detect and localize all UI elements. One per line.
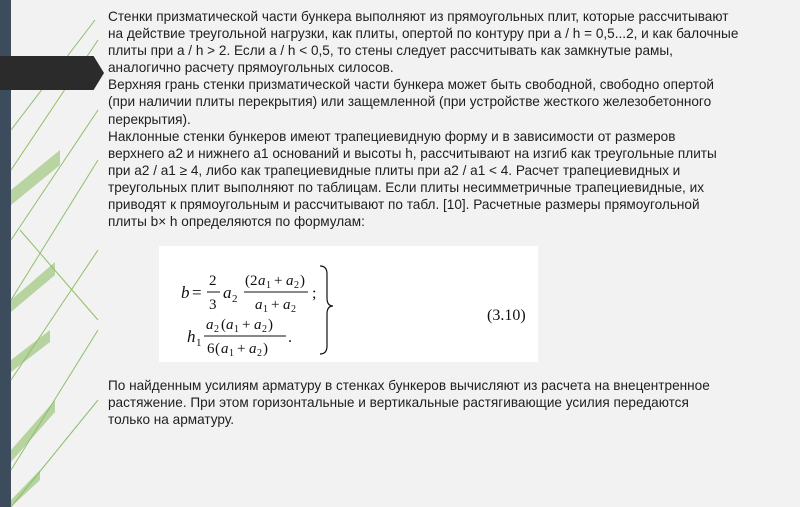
formula-a: a [226, 317, 234, 333]
deco-arrow [11, 470, 40, 507]
formula-paren: ) [268, 317, 273, 333]
main-text [108, 8, 800, 230]
bottom-text [108, 377, 800, 428]
formula-six: 6 [207, 341, 215, 357]
text-line: только на арматуру. [108, 412, 235, 428]
formula-eq: = [192, 283, 202, 302]
formula-3-10 [159, 246, 538, 362]
formula-paren: ) [300, 273, 305, 289]
text-line: плиты при a / h > 2. Если a / h < 0,5, то стены следует рассчитывать как замкнутые рамы, [108, 43, 673, 59]
text-line: Наклонные стенки бункеров имеют трапециевидную форму и в зависимости от размеров [108, 128, 676, 144]
text-line: растяжение. При этом горизонтальные и вертикальные растягивающие усилия передаются [108, 395, 689, 411]
formula-plus: + [242, 317, 251, 333]
formula-brace [320, 266, 333, 354]
title-tab-shape [0, 56, 104, 90]
formula-a: a [258, 273, 266, 289]
formula-image [159, 246, 538, 362]
text-line: Верхняя грань стенки призматической части бункера может быть свободной, свободно опертой [108, 77, 715, 93]
formula-paren: ) [263, 341, 268, 357]
formula-paren: ( [215, 341, 220, 357]
deco-arrow [11, 400, 55, 462]
formula-sub: 1 [263, 304, 268, 315]
formula-sub: 1 [234, 324, 239, 335]
formula-plus: + [271, 297, 280, 313]
formula-sub: 1 [196, 337, 202, 349]
formula-period: . [288, 329, 292, 346]
text-line: при a2 / a1 ≥ 4, либо как трапециевидные плиты при a2 / a1 < 4. Расчет трапециевидных и [108, 162, 681, 178]
text-line: По найденным усилиям арматуру в стенках бункеров вычисляют из расчета на внецентренное [108, 378, 710, 393]
formula-plus: + [237, 341, 246, 357]
formula-sub: 2 [257, 348, 262, 359]
formula-a: a [223, 283, 232, 302]
text-line: приводят к прямоугольным и рассчитывают по табл. [10]. Расчетные размеры прямоугольной [108, 197, 700, 213]
deco-arrow [11, 330, 50, 372]
formula-sub: 1 [229, 348, 234, 359]
formula-num: 2 [209, 273, 217, 289]
formula-a: a [255, 297, 263, 313]
text-line: треугольных плит выполняют по таблицам. Если плиты несимметричные трапециевидные, их [108, 179, 704, 195]
deco-line [11, 110, 98, 240]
text-line: аналогично расчету прямоугольных силосов. [108, 60, 394, 76]
formula-sub: 2 [232, 293, 238, 305]
formula-sub: 2 [291, 304, 296, 315]
text-line: перекрытия). [108, 111, 191, 127]
formula-sub: 1 [266, 280, 271, 291]
formula-plus: + [274, 273, 283, 289]
formula-sub: 2 [214, 324, 219, 335]
text-line: на действие треугольной нагрузки, как плиты, опертой по контуру при a / h = 0,5...2, и как балочные [108, 26, 739, 42]
text-line: плиты b× h определяются по формулам: [108, 214, 365, 230]
formula-a: a [206, 317, 214, 333]
formula-a: a [221, 341, 229, 357]
formula-a: a [249, 341, 257, 357]
formula-h: h [187, 327, 196, 346]
formula-two: 2 [250, 273, 258, 289]
formula-b: b [181, 283, 190, 302]
text-line: верхнего a2 и нижнего a1 оснований и высоты h, рассчитывают на изгиб как треугольные плиты [108, 145, 717, 161]
formula-a: a [254, 317, 262, 333]
text-line: Стенки призматической части бункера выполняют из прямоугольных плит, которые рассчитывают [108, 9, 729, 24]
formula-sub: 2 [262, 324, 267, 335]
deco-arrow [11, 262, 55, 312]
deco-line [20, 230, 98, 320]
formula-a: a [283, 297, 291, 313]
formula-den: 3 [209, 297, 217, 313]
text-line: (при наличии плиты перекрытия) или защемленной (при устройстве жесткого железобетонного [108, 94, 712, 110]
formula-a: a [286, 273, 294, 289]
formula-paren: ( [245, 273, 250, 289]
formula-semicolon: ; [312, 285, 317, 302]
formula-sub: 2 [294, 280, 299, 291]
formula-paren: ( [221, 317, 226, 333]
equation-number: (3.10) [487, 307, 526, 324]
